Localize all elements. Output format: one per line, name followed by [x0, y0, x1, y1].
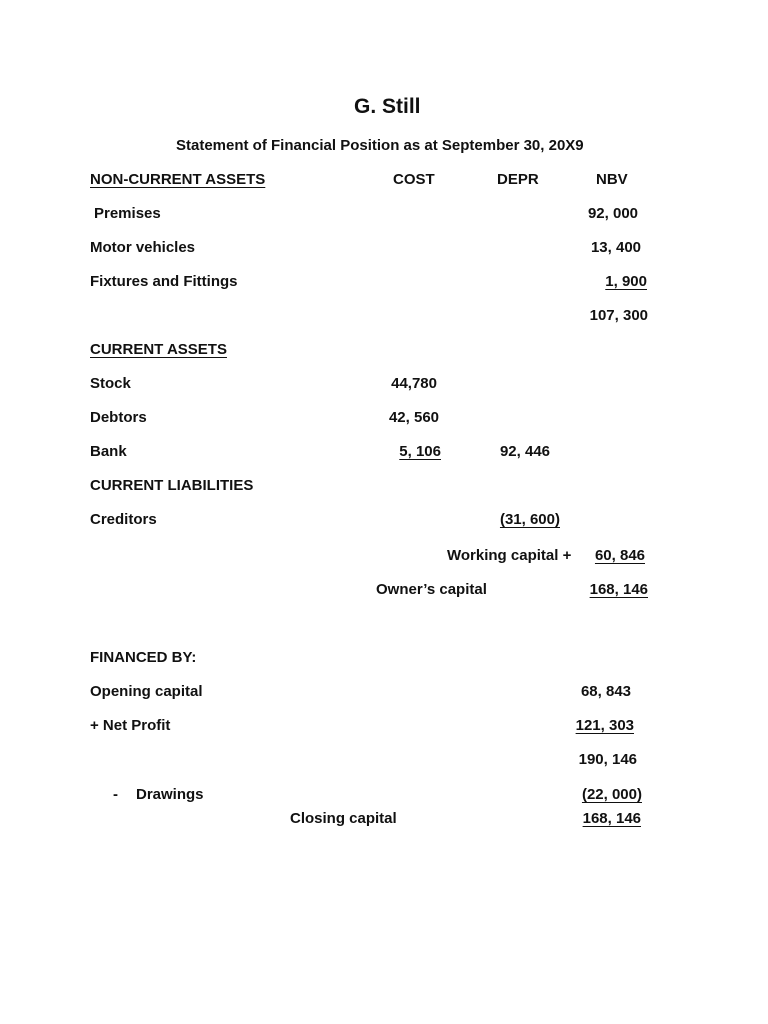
motor-vehicles-nbv: 13, 400 — [590, 239, 641, 256]
working-capital-label: Working capital + — [447, 547, 572, 564]
stock-label: Stock — [90, 375, 131, 392]
debtors-cost: 42, 560 — [388, 409, 439, 426]
current-liabilities-heading: CURRENT LIABILITIES — [90, 477, 254, 494]
drawings-dash: - — [113, 786, 118, 803]
fixtures-fittings-label: Fixtures and Fittings — [90, 273, 238, 290]
debtors-label: Debtors — [90, 409, 147, 426]
financed-subtotal: 190, 146 — [578, 751, 637, 768]
closing-capital-value: 168, 146 — [582, 810, 641, 827]
financed-by-heading: FINANCED BY: — [90, 649, 197, 666]
bank-cost: 5, 106 — [399, 443, 441, 460]
drawings-label: Drawings — [136, 786, 204, 803]
bank-label: Bank — [90, 443, 127, 460]
net-profit-value: 121, 303 — [575, 717, 634, 734]
closing-capital-label: Closing capital — [290, 810, 397, 827]
creditors-value: (31, 600) — [499, 511, 560, 528]
current-assets-total: 92, 446 — [499, 443, 550, 460]
fixtures-fittings-nbv: 1, 900 — [605, 273, 647, 290]
working-capital-value: 60, 846 — [594, 547, 645, 564]
opening-capital-label: Opening capital — [90, 683, 203, 700]
statement-subtitle: Statement of Financial Position as at September 30, 20X9 — [176, 137, 584, 154]
owners-capital-value: 168, 146 — [589, 581, 648, 598]
premises-nbv: 92, 000 — [587, 205, 638, 222]
net-profit-label: + Net Profit — [90, 717, 171, 734]
owners-capital-label: Owner’s capital — [376, 581, 487, 598]
opening-capital-value: 68, 843 — [580, 683, 631, 700]
cost-column-header: COST — [393, 171, 435, 188]
depr-column-header: DEPR — [497, 171, 539, 188]
stock-cost: 44,780 — [391, 375, 437, 392]
creditors-label: Creditors — [90, 511, 157, 528]
non-current-assets-heading: NON-CURRENT ASSETS — [90, 171, 266, 188]
premises-label: Premises — [94, 205, 161, 222]
nbv-column-header: NBV — [596, 171, 628, 188]
non-current-total: 107, 300 — [589, 307, 648, 324]
drawings-value: (22, 000) — [581, 786, 642, 803]
page-title: G. Still — [354, 95, 421, 118]
motor-vehicles-label: Motor vehicles — [90, 239, 196, 256]
current-assets-heading: CURRENT ASSETS — [90, 341, 227, 358]
